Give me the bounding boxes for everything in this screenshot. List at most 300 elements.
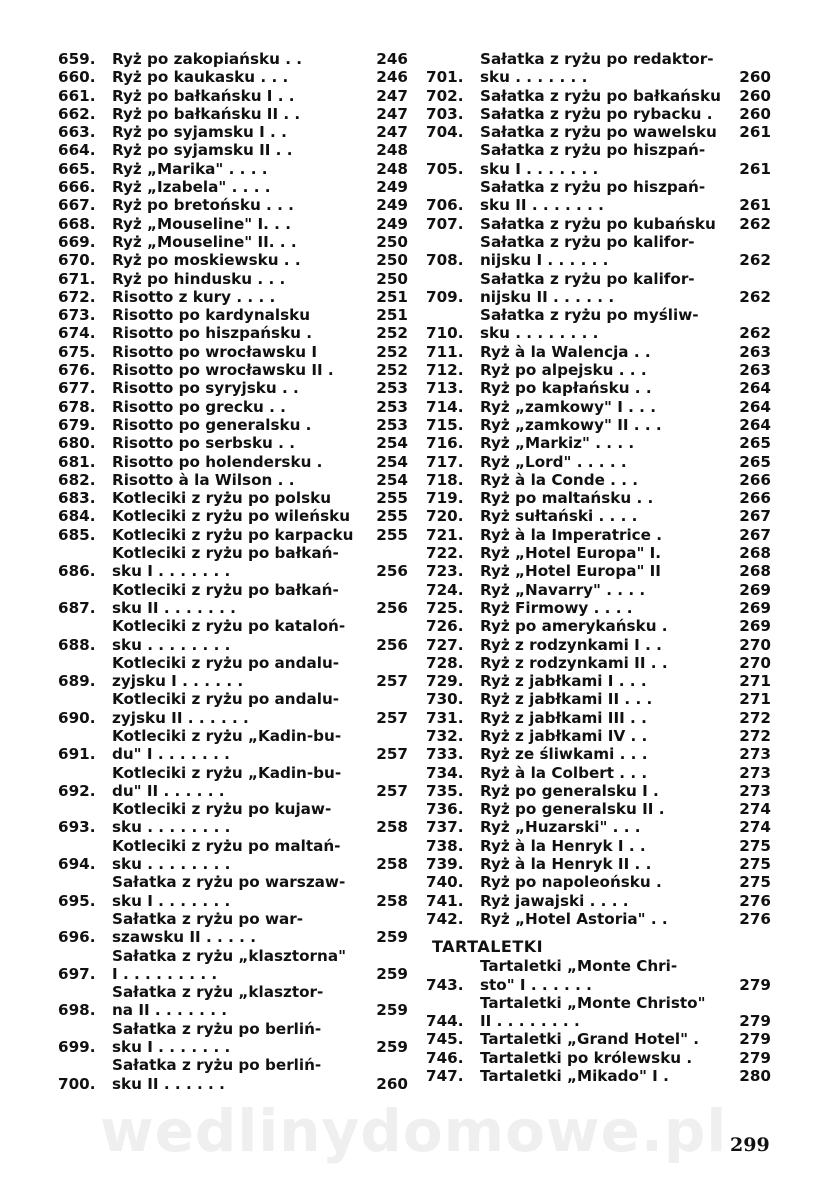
entry-page: 272: [739, 726, 771, 745]
entry-number: 696.: [58, 928, 96, 947]
entry-title: Ryż po hindusku . . .: [112, 269, 286, 288]
index-entry: [426, 233, 771, 270]
index-entry: [58, 1056, 408, 1093]
entry-title: Ryż „Lord" . . . . .: [480, 452, 627, 471]
entry-number: 719.: [426, 489, 464, 508]
entry-page: 257: [376, 745, 408, 764]
entry-page: 260: [739, 104, 771, 123]
entry-page: 246: [376, 50, 408, 68]
index-entry: [426, 471, 771, 489]
index-entry: [426, 416, 771, 434]
index-entry: [426, 270, 771, 307]
entry-page: 265: [739, 452, 771, 471]
entry-number: 670.: [58, 251, 96, 270]
entry-page: 267: [739, 507, 771, 526]
entry-title: Ryż „zamkowy" II . . .: [480, 415, 662, 434]
entry-number: 699.: [58, 1038, 96, 1057]
index-entry: [426, 379, 771, 397]
entry-title: Ryż po napoleońsku .: [480, 873, 662, 892]
entry-title: Sałatka z ryżu po bałkańsku: [480, 86, 721, 105]
index-entry: [58, 1020, 408, 1057]
entry-title: Ryż po kaukasku . . .: [112, 68, 289, 87]
entry-page: 261: [739, 123, 771, 142]
entry-page: 251: [376, 306, 408, 325]
entry-title: Kotleciki z ryżu po wileńsku: [112, 507, 351, 526]
entry-title: Sałatka z ryżu po rybacku .: [480, 104, 713, 123]
entry-title: Ryż po moskiewsku . .: [112, 251, 301, 270]
entry-number: 732.: [426, 726, 464, 745]
entry-number: 666.: [58, 178, 96, 197]
entry-number: 715.: [426, 415, 464, 434]
entry-number: 693.: [58, 818, 96, 837]
entry-title: Ryż po syjamsku I . .: [112, 123, 287, 142]
entry-page: 267: [739, 525, 771, 544]
entry-page: 279: [739, 975, 771, 994]
entry-page: 273: [739, 763, 771, 782]
entry-page: 274: [739, 818, 771, 837]
entry-title: Ryż à la Henryk II . .: [480, 855, 652, 874]
entry-title: Sałatka z ryżu po redaktor- sku . . . . . . .: [480, 50, 714, 87]
entry-number: 720.: [426, 507, 464, 526]
entry-title: Risotto po wrocławsku I: [112, 342, 317, 361]
entry-number: 703.: [426, 104, 464, 123]
entry-page: 266: [739, 489, 771, 508]
entry-number: 676.: [58, 361, 96, 380]
entry-page: 248: [376, 141, 408, 160]
entry-number: 683.: [58, 489, 96, 508]
entry-page: 260: [739, 86, 771, 105]
entry-page: 249: [376, 214, 408, 233]
entry-page: 251: [376, 287, 408, 306]
entry-page: 256: [376, 635, 408, 654]
index-entry: [58, 873, 408, 910]
entry-number: 711.: [426, 342, 464, 361]
index-entry: [426, 617, 771, 635]
entry-number: 659.: [58, 50, 96, 68]
entry-number: 740.: [426, 873, 464, 892]
entry-number: 664.: [58, 141, 96, 160]
tartaletki-entries: [426, 957, 771, 1085]
entry-title: Ryż Firmowy . . . .: [480, 598, 633, 617]
entry-title: Kotleciki z ryżu po bałkań- sku I . . . . . . .: [112, 544, 339, 581]
index-entry: [58, 471, 408, 489]
entry-number: 736.: [426, 800, 464, 819]
entry-number: 690.: [58, 708, 96, 727]
entry-number: 730.: [426, 690, 464, 709]
entry-title: Ryż à la Colbert . . .: [480, 763, 648, 782]
index-entry: [426, 782, 771, 800]
entry-number: 745.: [426, 1030, 464, 1049]
entry-number: 680.: [58, 434, 96, 453]
entry-page: 254: [376, 434, 408, 453]
index-entry: [58, 379, 408, 397]
entry-page: 273: [739, 781, 771, 800]
entry-title: Risotto z kury . . . .: [112, 287, 276, 306]
index-entry: [426, 957, 771, 994]
index-entry: [426, 87, 771, 105]
index-entry: [426, 994, 771, 1031]
entry-number: 669.: [58, 232, 96, 251]
entry-number: 734.: [426, 763, 464, 782]
entry-title: Ryż po generalsku I .: [480, 781, 659, 800]
entry-number: 723.: [426, 562, 464, 581]
entry-title: Ryż „Markiz" . . . .: [480, 434, 635, 453]
entry-title: Ryż „Izabela" . . . .: [112, 178, 271, 197]
index-entry: [426, 910, 771, 928]
index-entry: [426, 837, 771, 855]
entry-number: 746.: [426, 1048, 464, 1067]
index-entry: [426, 526, 771, 544]
entry-title: Kotleciki z ryżu po polsku: [112, 489, 332, 508]
entry-page: 275: [739, 836, 771, 855]
entry-title: Kotleciki z ryżu „Kadin-bu- du" II . . . . . .: [112, 763, 342, 800]
entry-title: Sałatka z ryżu „klasztor- na II . . . . . . .: [112, 983, 324, 1020]
entry-title: Sałatka z ryżu po wawelsku: [480, 123, 717, 142]
index-entry: [426, 690, 771, 708]
entry-title: Sałatka z ryżu po hiszpań- sku II . . . . . . .: [480, 178, 706, 215]
index-entry: [58, 947, 408, 984]
index-entry: [426, 489, 771, 507]
index-entry: [58, 196, 408, 214]
entry-number: 686.: [58, 562, 96, 581]
index-entry: [426, 1067, 771, 1085]
entry-number: 747.: [426, 1067, 464, 1086]
entry-number: 688.: [58, 635, 96, 654]
index-entry: [58, 526, 408, 544]
entry-title: Sałatka z ryżu po kalifor- nijsku II . . . . . .: [480, 269, 695, 306]
entry-page: 247: [376, 104, 408, 123]
entry-page: 250: [376, 251, 408, 270]
entry-page: 276: [739, 909, 771, 928]
entry-page: 258: [376, 891, 408, 910]
entry-page: 252: [376, 342, 408, 361]
index-entry: [426, 123, 771, 141]
entry-page: 279: [739, 1048, 771, 1067]
entry-number: 713.: [426, 379, 464, 398]
entry-title: Ryż z jabłkami II . . .: [480, 690, 653, 709]
entry-number: 722.: [426, 544, 464, 563]
entry-title: Ryż z jabłkami III . .: [480, 708, 647, 727]
entry-page: 269: [739, 617, 771, 636]
entry-title: Tartaletki „Monte Christo" II . . . . . . . .: [480, 993, 706, 1031]
entry-number: 729.: [426, 672, 464, 691]
entry-number: 674.: [58, 324, 96, 343]
entry-title: Risotto à la Wilson . .: [112, 470, 295, 489]
index-entry: [58, 123, 408, 141]
entry-number: 677.: [58, 379, 96, 398]
entry-number: 701.: [426, 68, 464, 87]
entry-page: 270: [739, 653, 771, 672]
entry-page: 264: [739, 379, 771, 398]
entry-page: 246: [376, 68, 408, 87]
entry-title: Sałatka z ryżu po hiszpań- sku I . . . . . . .: [480, 141, 706, 178]
index-entry: [426, 636, 771, 654]
entry-title: Ryż à la Imperatrice .: [480, 525, 663, 544]
entry-title: Risotto po syryjsku . .: [112, 379, 299, 398]
index-entry: [426, 581, 771, 599]
entry-number: 706.: [426, 196, 464, 215]
page-number: 299: [730, 1134, 770, 1156]
index-entry: [58, 87, 408, 105]
entry-number: 705.: [426, 159, 464, 178]
entry-number: 728.: [426, 653, 464, 672]
index-entry: [426, 178, 771, 215]
index-entry: [426, 818, 771, 836]
entry-number: 725.: [426, 598, 464, 617]
index-entry: [58, 233, 408, 251]
entry-page: 276: [739, 891, 771, 910]
index-entry: [58, 361, 408, 379]
entry-title: Ryż ze śliwkami . . .: [480, 745, 648, 764]
entry-page: 269: [739, 580, 771, 599]
index-entry: [426, 343, 771, 361]
entry-title: Ryż à la Walencja . .: [480, 342, 651, 361]
entry-number: 739.: [426, 855, 464, 874]
entry-number: 738.: [426, 836, 464, 855]
index-entry: [426, 105, 771, 123]
index-entry: [426, 727, 771, 745]
entry-number: 726.: [426, 617, 464, 636]
entry-title: Ryż „Mouseline" II. . .: [112, 232, 297, 251]
entry-title: Ryż „Hotel Europa" II: [480, 562, 661, 581]
index-entry: [58, 141, 408, 159]
entry-page: 279: [739, 1030, 771, 1049]
entry-page: 249: [376, 178, 408, 197]
entry-number: 685.: [58, 525, 96, 544]
index-entry: [58, 343, 408, 361]
entry-number: 702.: [426, 86, 464, 105]
entry-page: 256: [376, 562, 408, 581]
entry-page: 253: [376, 415, 408, 434]
entry-title: Ryż jawajski . . . .: [480, 891, 629, 910]
entry-title: Tartaletki „Mikado" I .: [480, 1067, 669, 1086]
entry-page: 253: [376, 379, 408, 398]
index-entry: [426, 599, 771, 617]
entry-number: 724.: [426, 580, 464, 599]
entry-number: 737.: [426, 818, 464, 837]
entry-page: 259: [376, 964, 408, 983]
entry-number: 667.: [58, 196, 96, 215]
entry-number: 684.: [58, 507, 96, 526]
entry-page: 255: [376, 507, 408, 526]
entry-number: 682.: [58, 470, 96, 489]
entry-page: 263: [739, 361, 771, 380]
index-entry: [426, 50, 771, 87]
entry-title: Sałatka z ryżu po myśliw- sku . . . . . . . .: [480, 306, 699, 343]
index-entry: [58, 324, 408, 342]
entry-page: 260: [376, 1074, 408, 1093]
entry-number: 718.: [426, 470, 464, 489]
index-entry: [58, 581, 408, 618]
index-entry: [58, 160, 408, 178]
entry-title: Sałatka z ryżu po berliń- sku I . . . . . . .: [112, 1019, 322, 1057]
index-entry: [426, 892, 771, 910]
entry-title: Ryż po maltańsku . .: [480, 489, 654, 508]
entry-title: Sałatka z ryżu po berliń- sku II . . . . . .: [112, 1056, 322, 1093]
right-column: [426, 50, 771, 1085]
entry-page: 265: [739, 434, 771, 453]
entry-number: 665.: [58, 159, 96, 178]
entry-number: 700.: [58, 1074, 96, 1093]
entry-title: Ryż po zakopiańsku . .: [112, 50, 303, 68]
entry-page: 259: [376, 928, 408, 947]
index-entry: [426, 672, 771, 690]
entry-page: 252: [376, 324, 408, 343]
entry-title: Kotleciki z ryżu po kataloń- sku . . . . . . . .: [112, 617, 346, 654]
index-entry: [58, 270, 408, 288]
index-entry: [58, 910, 408, 947]
index-entry: [58, 68, 408, 86]
entry-page: 262: [739, 287, 771, 306]
entry-title: Kotleciki z ryżu po maltań- sku . . . . . . . .: [112, 836, 341, 874]
entry-number: 687.: [58, 598, 96, 617]
entry-number: 714.: [426, 397, 464, 416]
entry-number: 733.: [426, 745, 464, 764]
entry-number: 717.: [426, 452, 464, 471]
index-entry: [426, 306, 771, 343]
index-entry: [426, 544, 771, 562]
entry-number: 691.: [58, 745, 96, 764]
entry-number: 689.: [58, 672, 96, 691]
index-entry: [58, 507, 408, 525]
entry-number: 698.: [58, 1001, 96, 1020]
index-entry: [58, 306, 408, 324]
entry-page: 261: [739, 159, 771, 178]
entry-page: 253: [376, 397, 408, 416]
index-entry: [426, 1049, 771, 1067]
entry-number: 694.: [58, 855, 96, 874]
index-entry: [58, 105, 408, 123]
entry-page: 257: [376, 708, 408, 727]
index-entry: [426, 398, 771, 416]
entry-number: 661.: [58, 86, 96, 105]
index-entry: [426, 745, 771, 763]
entry-page: 268: [739, 544, 771, 563]
index-entry: [58, 489, 408, 507]
index-entry: [58, 617, 408, 654]
entry-title: Risotto po holendersku .: [112, 452, 323, 471]
entry-number: 681.: [58, 452, 96, 471]
entry-number: 663.: [58, 123, 96, 142]
entry-page: 262: [739, 251, 771, 270]
entry-title: Risotto po hiszpańsku .: [112, 324, 313, 343]
entry-title: Ryż z jabłkami IV . .: [480, 726, 648, 745]
index-entry: [58, 251, 408, 269]
index-entry: [58, 416, 408, 434]
entry-page: 271: [739, 690, 771, 709]
index-entry: [426, 709, 771, 727]
entry-number: 741.: [426, 891, 464, 910]
entry-title: Sałatka z ryżu „klasztorna" I . . . . . . . . .: [112, 946, 346, 983]
entry-number: 662.: [58, 104, 96, 123]
entry-page: 259: [376, 1001, 408, 1020]
entry-page: 258: [376, 855, 408, 874]
index-entry: [426, 361, 771, 379]
index-entry: [58, 215, 408, 233]
entry-page: 261: [739, 196, 771, 215]
entry-title: Risotto po generalsku .: [112, 415, 312, 434]
entry-page: 264: [739, 415, 771, 434]
entry-page: 275: [739, 855, 771, 874]
entry-number: 743.: [426, 975, 464, 994]
entry-page: 269: [739, 598, 771, 617]
entry-number: 712.: [426, 361, 464, 380]
index-entry: [426, 507, 771, 525]
index-entry: [426, 141, 771, 178]
entry-title: Ryż „Marika" . . . .: [112, 159, 268, 178]
entry-page: 264: [739, 397, 771, 416]
entry-title: Ryż po bałkańsku I . .: [112, 86, 295, 105]
entry-title: Ryż po alpejsku . . .: [480, 361, 647, 380]
entry-number: 708.: [426, 251, 464, 270]
entry-number: 692.: [58, 781, 96, 800]
entry-page: 257: [376, 672, 408, 691]
index-entry: [58, 434, 408, 452]
entry-page: 262: [739, 214, 771, 233]
index-entry: [58, 654, 408, 691]
entry-page: 259: [376, 1038, 408, 1057]
entry-number: 709.: [426, 287, 464, 306]
entry-page: 258: [376, 818, 408, 837]
entry-number: 721.: [426, 525, 464, 544]
entry-number: 697.: [58, 964, 96, 983]
entry-title: Risotto po wrocławsku II .: [112, 361, 334, 380]
index-entry: [426, 434, 771, 452]
entry-page: 274: [739, 800, 771, 819]
index-entry: [426, 855, 771, 873]
entry-page: 268: [739, 562, 771, 581]
entry-title: Ryż sułtański . . . .: [480, 507, 638, 526]
entry-title: Kotleciki z ryżu po andalu- zyjsku II . . . . . .: [112, 690, 340, 727]
entry-title: Ryż „Navarry" . . . .: [480, 580, 646, 599]
entry-number: 672.: [58, 287, 96, 306]
entry-title: Ryż „Hotel Europa" I.: [480, 544, 662, 563]
index-entry: [426, 873, 771, 891]
entry-page: 247: [376, 123, 408, 142]
entry-page: 266: [739, 470, 771, 489]
entry-title: Ryż po bałkańsku II . .: [112, 104, 301, 123]
entry-page: 256: [376, 598, 408, 617]
index-entry: [58, 544, 408, 581]
entry-page: 255: [376, 525, 408, 544]
entry-page: 280: [739, 1067, 771, 1086]
entry-number: 675.: [58, 342, 96, 361]
entry-title: Ryż po kapłańsku . .: [480, 379, 652, 398]
entry-title: Tartaletki „Grand Hotel" .: [480, 1030, 700, 1049]
entry-title: Ryż po amerykańsku .: [480, 617, 668, 636]
entry-title: Risotto po serbsku . .: [112, 434, 295, 453]
entry-title: Sałatka z ryżu po kubańsku: [480, 214, 716, 233]
entry-title: Ryż z jabłkami I . . .: [480, 672, 647, 691]
entry-number: 716.: [426, 434, 464, 453]
watermark: wedlinydomowe.pl: [100, 1097, 728, 1165]
entry-title: Kotleciki z ryżu po bałkań- sku II . . . . . . .: [112, 580, 339, 617]
index-entry: [426, 453, 771, 471]
index-entry: [58, 690, 408, 727]
entry-page: 260: [739, 68, 771, 87]
entry-title: Sałatka z ryżu po warszaw- sku I . . . . . . .: [112, 873, 346, 910]
entry-number: 695.: [58, 891, 96, 910]
entry-page: 257: [376, 781, 408, 800]
entry-title: Ryż z rodzynkami II . .: [480, 653, 668, 672]
entry-page: 250: [376, 269, 408, 288]
entry-title: Kotleciki z ryżu po andalu- zyjsku I . . . . . .: [112, 653, 340, 691]
entry-number: 742.: [426, 909, 464, 928]
entry-page: 249: [376, 196, 408, 215]
index-entry: [426, 1030, 771, 1048]
index-entry: [426, 654, 771, 672]
entry-number: 679.: [58, 415, 96, 434]
